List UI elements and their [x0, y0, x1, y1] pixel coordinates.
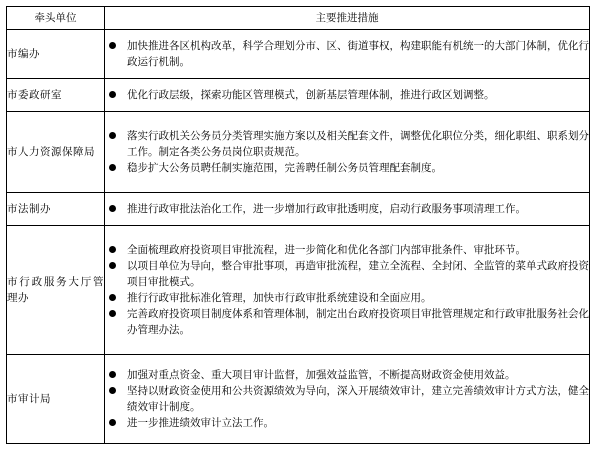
- bullet-icon: [109, 419, 116, 426]
- measures-cell: [105, 112, 590, 193]
- measure-text: 全面梳理政府投资项目审批流程，进一步简化和优化各部门内部审批条件、审批环节。: [127, 244, 526, 256]
- measure-text: 以项目单位为导向，整合审批事项，再造审批流程，建立全流程、全封闭、全监管的菜单式政府投资项目审批模式。: [127, 260, 589, 288]
- bullet-icon: [109, 205, 116, 212]
- measure-item: [105, 201, 589, 217]
- dept-cell: 市委政研室: [7, 79, 105, 112]
- header-dept: 牵头单位: [7, 7, 105, 30]
- measure-list: [105, 367, 589, 431]
- bullet-icon: [109, 91, 116, 98]
- measure-item: [105, 306, 589, 338]
- measure-item: [105, 258, 589, 290]
- measures-cell: [105, 355, 590, 444]
- measure-text: 优化行政层级，探索功能区管理模式，创新基层管理体制，推进行政区划调整。: [127, 89, 495, 101]
- measure-item: [105, 367, 589, 383]
- measure-text: 推进行政审批法治化工作，进一步增加行政审批透明度，启动行政服务事项清理工作。: [127, 203, 526, 215]
- measures-cell: [105, 30, 590, 79]
- measure-item: [105, 242, 589, 258]
- header-measures: 主要推进措施: [105, 7, 590, 30]
- table-row: [7, 30, 590, 79]
- measure-list: [105, 87, 589, 103]
- measure-item: [105, 415, 589, 431]
- measure-text: 推行行政审批标准化管理，加快市行政审批系统建设和全面应用。: [127, 292, 432, 304]
- measure-text: 加快推进各区机构改革，科学合理划分市、区、街道事权，构建职能有机统一的大部门体制，优化行政运行机制。: [127, 40, 589, 68]
- measure-list: [105, 242, 589, 338]
- bullet-icon: [109, 42, 116, 49]
- dept-cell: 市法制办: [7, 193, 105, 226]
- measure-item: [105, 383, 589, 415]
- table-row: [7, 112, 590, 193]
- table-row: [7, 193, 590, 226]
- dept-cell: 市编办: [7, 30, 105, 79]
- measure-list: [105, 38, 589, 70]
- measure-list: [105, 128, 589, 176]
- table-row: [7, 226, 590, 355]
- table-row: [7, 355, 590, 444]
- measure-item: [105, 160, 589, 176]
- bullet-icon: [109, 294, 116, 301]
- bullet-icon: [109, 262, 116, 269]
- dept-cell: 市审计局: [7, 355, 105, 444]
- measure-text: 加强对重点资金、重大项目审计监督，加强效益监管，不断提高财政资金使用效益。: [127, 369, 516, 381]
- bullet-icon: [109, 164, 116, 171]
- bullet-icon: [109, 310, 116, 317]
- bullet-icon: [109, 371, 116, 378]
- measures-cell: [105, 226, 590, 355]
- measures-table: [6, 6, 590, 444]
- table-header-row: [7, 7, 590, 30]
- measure-text: 完善政府投资项目制度体系和管理体制，制定出台政府投资项目审批管理规定和行政审批服务社会化办管理办法。: [127, 308, 589, 336]
- measure-text: 坚持以财政资金使用和公共资源绩效为导向，深入开展绩效审计，建立完善绩效审计方式方法，健全绩效审计制度。: [127, 385, 589, 413]
- measure-list: [105, 201, 589, 217]
- measure-text: 落实行政机关公务员分类管理实施方案以及相关配套文件，调整优化职位分类，细化职组、职系划分工作。制定各类公务员岗位职责规范。: [127, 130, 589, 158]
- dept-cell: 市人力资源保障局: [7, 112, 105, 193]
- measure-item: [105, 87, 589, 103]
- bullet-icon: [109, 246, 116, 253]
- measure-text: 进一步推进绩效审计立法工作。: [127, 417, 274, 429]
- measure-item: [105, 38, 589, 70]
- measure-item: [105, 128, 589, 160]
- measure-text: 稳步扩大公务员聘任制实施范围，完善聘任制公务员管理配套制度。: [127, 162, 442, 174]
- measures-cell: [105, 79, 590, 112]
- dept-cell: 市行政服务大厅管理办: [7, 226, 105, 355]
- bullet-icon: [109, 387, 116, 394]
- measure-item: [105, 290, 589, 306]
- measures-cell: [105, 193, 590, 226]
- bullet-icon: [109, 132, 116, 139]
- table-row: [7, 79, 590, 112]
